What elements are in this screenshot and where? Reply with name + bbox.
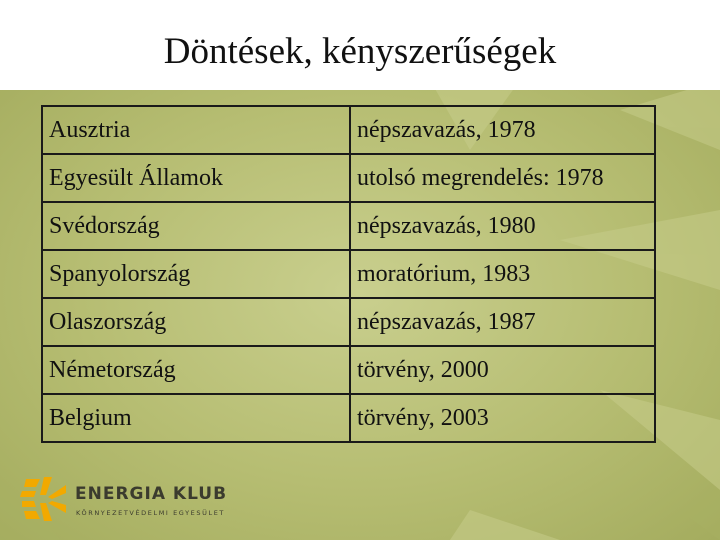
table-row — [42, 250, 655, 298]
table-row — [42, 106, 655, 154]
energia-klub-logo — [20, 475, 260, 523]
slide-title: Döntések, kényszerűségek — [163, 31, 557, 72]
logo-subtitle: KÖRNYEZETVÉDELMI EGYESÜLET — [76, 509, 225, 517]
table-row — [42, 394, 655, 442]
decisions-table — [41, 105, 656, 443]
table-row — [42, 202, 655, 250]
decision-cell: népszavazás, 1980 — [350, 202, 655, 250]
logo-name: ENERGIA KLUB — [75, 484, 228, 504]
table-row — [42, 346, 655, 394]
decision-cell: törvény, 2000 — [350, 346, 655, 394]
country-cell: Németország — [42, 346, 350, 394]
country-cell: Svédország — [42, 202, 350, 250]
decision-cell: népszavazás, 1987 — [350, 298, 655, 346]
decision-cell: moratórium, 1983 — [350, 250, 655, 298]
decision-cell: törvény, 2003 — [350, 394, 655, 442]
country-cell: Ausztria — [42, 106, 350, 154]
table-row — [42, 154, 655, 202]
country-cell: Olaszország — [42, 298, 350, 346]
title-band — [0, 0, 720, 90]
country-cell: Spanyolország — [42, 250, 350, 298]
country-cell: Belgium — [42, 394, 350, 442]
energia-klub-sun-icon — [20, 475, 68, 523]
country-cell: Egyesült Államok — [42, 154, 350, 202]
decision-cell: népszavazás, 1978 — [350, 106, 655, 154]
decision-cell: utolsó megrendelés: 1978 — [350, 154, 655, 202]
table-row — [42, 298, 655, 346]
